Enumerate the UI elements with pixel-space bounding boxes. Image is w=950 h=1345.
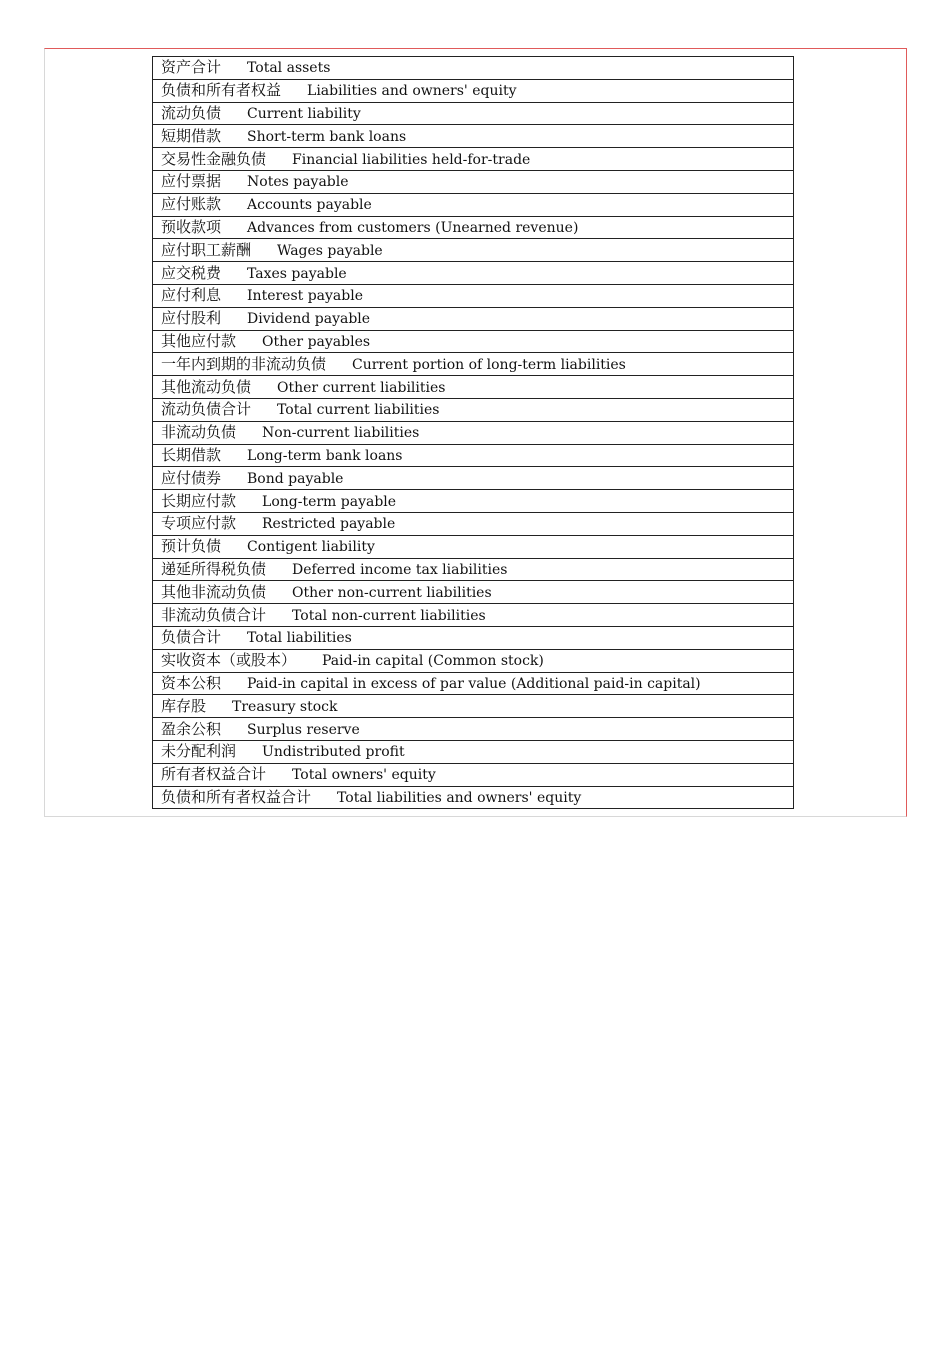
english-term: Contigent liability — [247, 539, 375, 556]
term-cell — [153, 398, 794, 421]
chinese-term: 非流动负债合计 — [161, 605, 267, 624]
glossary-table — [152, 56, 794, 809]
chinese-term: 负债合计 — [161, 628, 222, 647]
chinese-term: 其他流动负债 — [161, 377, 252, 396]
english-term: Other payables — [262, 333, 371, 350]
english-term: Other non-current liabilities — [292, 584, 492, 601]
chinese-term: 流动负债 — [161, 103, 222, 122]
table-row — [153, 558, 794, 581]
chinese-term: 短期借款 — [161, 126, 222, 145]
table-row — [153, 330, 794, 353]
term-cell — [153, 239, 794, 262]
table-row — [153, 398, 794, 421]
table-row — [153, 626, 794, 649]
chinese-term: 应付账款 — [161, 195, 222, 214]
glossary-body — [153, 57, 794, 809]
chinese-term: 其他非流动负债 — [161, 582, 267, 601]
chinese-term: 递延所得税负债 — [161, 559, 267, 578]
chinese-term: 负债和所有者权益 — [161, 81, 282, 100]
term-cell — [153, 763, 794, 786]
chinese-term: 资产合计 — [161, 58, 222, 77]
term-cell — [153, 535, 794, 558]
term-cell — [153, 376, 794, 399]
table-row — [153, 57, 794, 80]
table-row — [153, 170, 794, 193]
chinese-term: 应付职工薪酬 — [161, 240, 252, 259]
term-cell — [153, 672, 794, 695]
term-cell — [153, 581, 794, 604]
term-cell — [153, 512, 794, 535]
english-term: Paid-in capital (Common stock) — [322, 653, 544, 670]
term-cell — [153, 307, 794, 330]
term-cell — [153, 193, 794, 216]
english-term: Total liabilities and owners' equity — [337, 789, 582, 806]
english-term: Paid-in capital in excess of par value (Additional paid-in capital) — [247, 675, 701, 692]
term-cell — [153, 102, 794, 125]
term-cell — [153, 125, 794, 148]
term-cell — [153, 558, 794, 581]
english-term: Other current liabilities — [277, 379, 446, 396]
term-cell — [153, 604, 794, 627]
term-cell — [153, 262, 794, 285]
english-term: Total owners' equity — [292, 767, 436, 784]
chinese-term: 流动负债合计 — [161, 400, 252, 419]
english-term: Restricted payable — [262, 516, 396, 533]
table-row — [153, 672, 794, 695]
chinese-term: 其他应付款 — [161, 331, 237, 350]
term-cell — [153, 284, 794, 307]
table-row — [153, 695, 794, 718]
term-cell — [153, 330, 794, 353]
table-row — [153, 786, 794, 809]
english-term: Undistributed profit — [262, 744, 405, 761]
english-term: Treasury stock — [232, 698, 338, 715]
english-term: Current portion of long-term liabilities — [352, 356, 626, 373]
table-row — [153, 216, 794, 239]
term-cell — [153, 353, 794, 376]
table-row — [153, 148, 794, 171]
chinese-term: 资本公积 — [161, 673, 222, 692]
term-cell — [153, 148, 794, 171]
chinese-term: 专项应付款 — [161, 514, 237, 533]
english-term: Long-term bank loans — [247, 447, 403, 464]
term-cell — [153, 718, 794, 741]
term-cell — [153, 695, 794, 718]
table-row — [153, 718, 794, 741]
english-term: Interest payable — [247, 288, 364, 305]
table-row — [153, 740, 794, 763]
table-row — [153, 193, 794, 216]
table-row — [153, 649, 794, 672]
chinese-term: 预计负债 — [161, 537, 222, 556]
chinese-term: 库存股 — [161, 696, 207, 715]
english-term: Long-term payable — [262, 493, 397, 510]
english-term: Dividend payable — [247, 311, 371, 328]
chinese-term: 应付利息 — [161, 286, 222, 305]
chinese-term: 非流动负债 — [161, 423, 237, 442]
table-row — [153, 376, 794, 399]
table-row — [153, 421, 794, 444]
term-cell — [153, 740, 794, 763]
english-term: Liabilities and owners' equity — [307, 83, 517, 100]
term-cell — [153, 626, 794, 649]
chinese-term: 应付债券 — [161, 468, 222, 487]
table-row — [153, 604, 794, 627]
english-term: Financial liabilities held-for-trade — [292, 151, 531, 168]
chinese-term: 盈余公积 — [161, 719, 222, 738]
english-term: Bond payable — [247, 470, 344, 487]
english-term: Surplus reserve — [247, 721, 360, 738]
table-row — [153, 239, 794, 262]
table-row — [153, 262, 794, 285]
english-term: Deferred income tax liabilities — [292, 561, 508, 578]
english-term: Taxes payable — [247, 265, 347, 282]
chinese-term: 预收款项 — [161, 217, 222, 236]
english-term: Total assets — [247, 60, 331, 77]
term-cell — [153, 216, 794, 239]
english-term: Accounts payable — [247, 197, 372, 214]
table-row — [153, 353, 794, 376]
chinese-term: 应付票据 — [161, 172, 222, 191]
term-cell — [153, 786, 794, 809]
table-row — [153, 581, 794, 604]
term-cell — [153, 444, 794, 467]
table-row — [153, 467, 794, 490]
english-term: Wages payable — [277, 242, 383, 259]
table-row — [153, 125, 794, 148]
english-term: Total current liabilities — [277, 402, 440, 419]
english-term: Short-term bank loans — [247, 128, 407, 145]
table-row — [153, 79, 794, 102]
english-term: Total non-current liabilities — [292, 607, 486, 624]
english-term: Notes payable — [247, 174, 349, 191]
chinese-term: 所有者权益合计 — [161, 765, 267, 784]
table-row — [153, 284, 794, 307]
table-row — [153, 512, 794, 535]
chinese-term: 长期借款 — [161, 445, 222, 464]
chinese-term: 长期应付款 — [161, 491, 237, 510]
chinese-term: 未分配利润 — [161, 742, 237, 761]
table-row — [153, 535, 794, 558]
term-cell — [153, 170, 794, 193]
english-term: Non-current liabilities — [262, 425, 420, 442]
english-term: Advances from customers (Unearned revenue) — [247, 219, 579, 236]
table-row — [153, 763, 794, 786]
term-cell — [153, 467, 794, 490]
chinese-term: 一年内到期的非流动负债 — [161, 354, 327, 373]
chinese-term: 应付股利 — [161, 309, 222, 328]
table-row — [153, 490, 794, 513]
term-cell — [153, 79, 794, 102]
chinese-term: 负债和所有者权益合计 — [161, 787, 312, 806]
chinese-term: 实收资本（或股本） — [161, 651, 297, 670]
table-row — [153, 307, 794, 330]
term-cell — [153, 57, 794, 80]
chinese-term: 应交税费 — [161, 263, 222, 282]
term-cell — [153, 421, 794, 444]
term-cell — [153, 649, 794, 672]
english-term: Total liabilities — [247, 630, 352, 647]
english-term: Current liability — [247, 105, 361, 122]
chinese-term: 交易性金融负债 — [161, 149, 267, 168]
table-row — [153, 102, 794, 125]
table-row — [153, 444, 794, 467]
term-cell — [153, 490, 794, 513]
